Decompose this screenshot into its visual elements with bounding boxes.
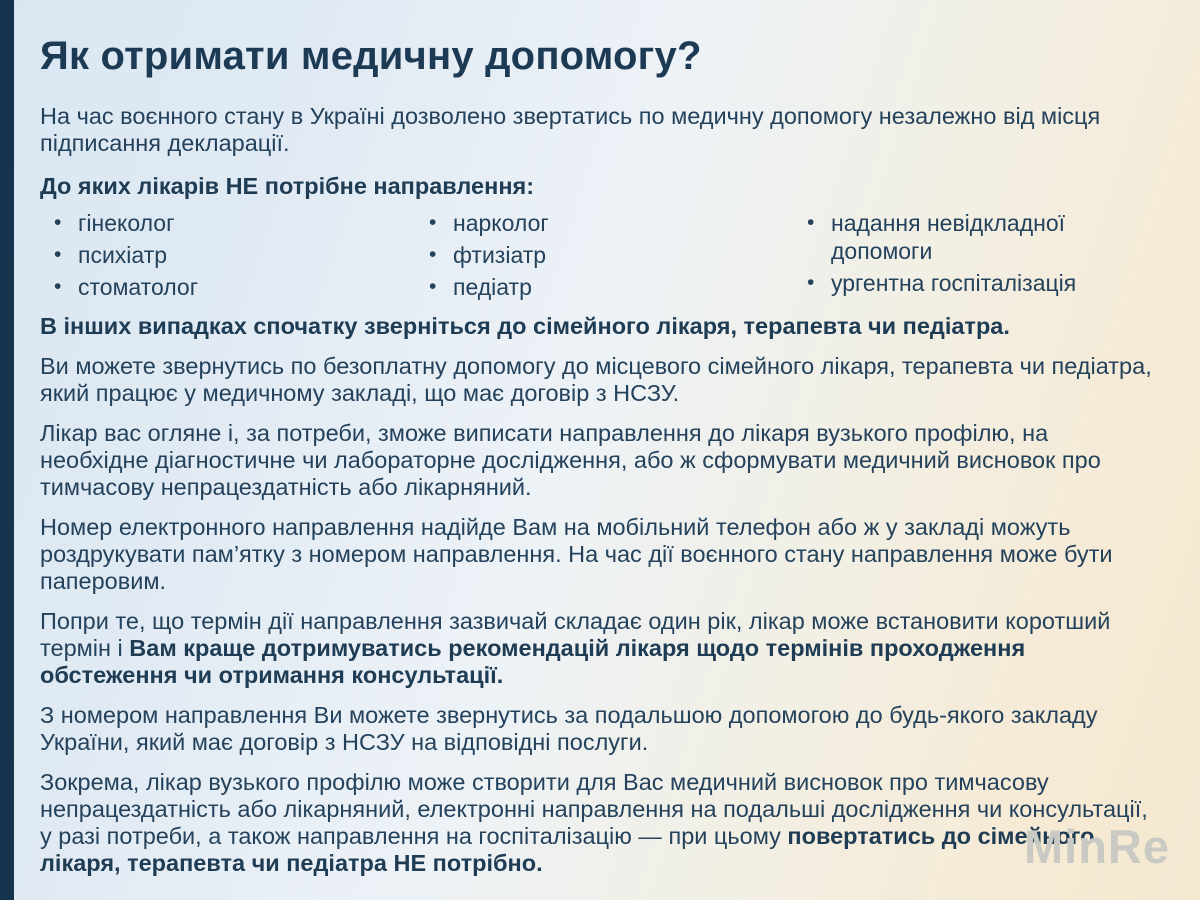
paragraph-text: Ви можете звернутись по безоплатну допомогу до місцевого сімейного лікаря, терапевта чи педіатра, який працює у медичному закладі, що має договір з НСЗУ. (40, 353, 1152, 406)
no-referral-heading: До яких лікарів НЕ потрібне направлення: (40, 173, 535, 199)
bullet-item (793, 269, 1143, 297)
bullet-dot-icon: • (54, 211, 62, 234)
bullet-dot-icon: • (429, 243, 437, 266)
bullet-dot-icon: • (429, 275, 437, 298)
bullet-columns (40, 209, 1152, 305)
page-title: Як отримати медичну допомогу? (40, 34, 702, 78)
bullet-item (40, 209, 415, 237)
content-area (40, 34, 1152, 890)
body-paragraph (40, 702, 1152, 756)
bullet-item-label: фтизіатр (453, 242, 547, 268)
bullet-item (40, 273, 415, 301)
paragraph-text: Лікар вас огляне і, за потреби, зможе виписати направлення до лікаря вузького профілю, на необхідне діагностичне чи лабораторне дослідження, або ж сформувати медичний висновок про тимчасову непрацездатність або лікарняний. (40, 420, 1101, 500)
bullet-item-label: надання невідкладної допомоги (831, 210, 1066, 264)
bullet-item (793, 209, 1143, 265)
bullet-item-label: ургентна госпіталізація (831, 270, 1077, 296)
bullet-dot-icon: • (54, 275, 62, 298)
bullet-dot-icon: • (54, 243, 62, 266)
bullet-item-label: стоматолог (78, 274, 199, 300)
bullet-dot-icon: • (807, 211, 815, 234)
body-paragraph (40, 420, 1152, 501)
bullet-dot-icon: • (429, 211, 437, 234)
paragraph-bold-text: повертатись до сімейного лікаря, терапевта чи педіатра НЕ потрібно. (40, 823, 1095, 876)
bullet-item-label: психіатр (78, 242, 168, 268)
body-paragraph (40, 514, 1152, 595)
bullet-item (415, 209, 793, 237)
paragraph-text: Попри те, що термін дії направлення зазвичай складає один рік, лікар може встановити коротший термін і (40, 608, 1111, 661)
left-accent-bar (0, 0, 14, 900)
bullet-dot-icon: • (807, 271, 815, 294)
intro-paragraph: На час воєнного стану в Україні дозволено звертатись по медичну допомогу незалежно від місця підписання декларації. (40, 103, 1101, 156)
body-paragraph (40, 353, 1152, 407)
other-cases-line: В інших випадках спочатку зверніться до сімейного лікаря, терапевта чи педіатра. (40, 313, 1010, 339)
bullet-item-label: педіатр (453, 274, 532, 300)
bullet-column-2 (415, 209, 793, 305)
bullet-item (415, 273, 793, 301)
bullet-item-label: гінеколог (78, 210, 175, 236)
bullet-column-1 (40, 209, 415, 305)
bullet-column-3 (793, 209, 1143, 305)
body-paragraph (40, 769, 1152, 877)
body-paragraph (40, 608, 1152, 689)
paragraph-text: Номер електронного направлення надійде Вам на мобільний телефон або ж у закладі можуть роздрукувати пам’ятку з номером направлення. На час дії воєнного стану направлення може бути паперовим. (40, 514, 1113, 594)
paragraph-text: Зокрема, лікар вузького профілю може створити для Вас медичний висновок про тимчасову непрацездатність або лікарняний, електронні направлення на подальші дослідження чи консультації, у разі потреби, а також направлення на госпіталізацію — при цьому (40, 769, 1148, 849)
paragraphs (40, 353, 1152, 877)
paragraph-bold-text: Вам краще дотримуватись рекомендацій лікаря щодо термінів проходження обстеження чи отримання консультації. (40, 635, 1026, 688)
bullet-item (415, 241, 793, 269)
bullet-item-label: нарколог (453, 210, 549, 236)
bullet-item (40, 241, 415, 269)
paragraph-text: З номером направлення Ви можете звернутись за подальшою допомогою до будь-якого закладу України, який має договір з НСЗУ на відповідні послуги. (40, 702, 1098, 755)
watermark: MinRe (1024, 820, 1170, 873)
